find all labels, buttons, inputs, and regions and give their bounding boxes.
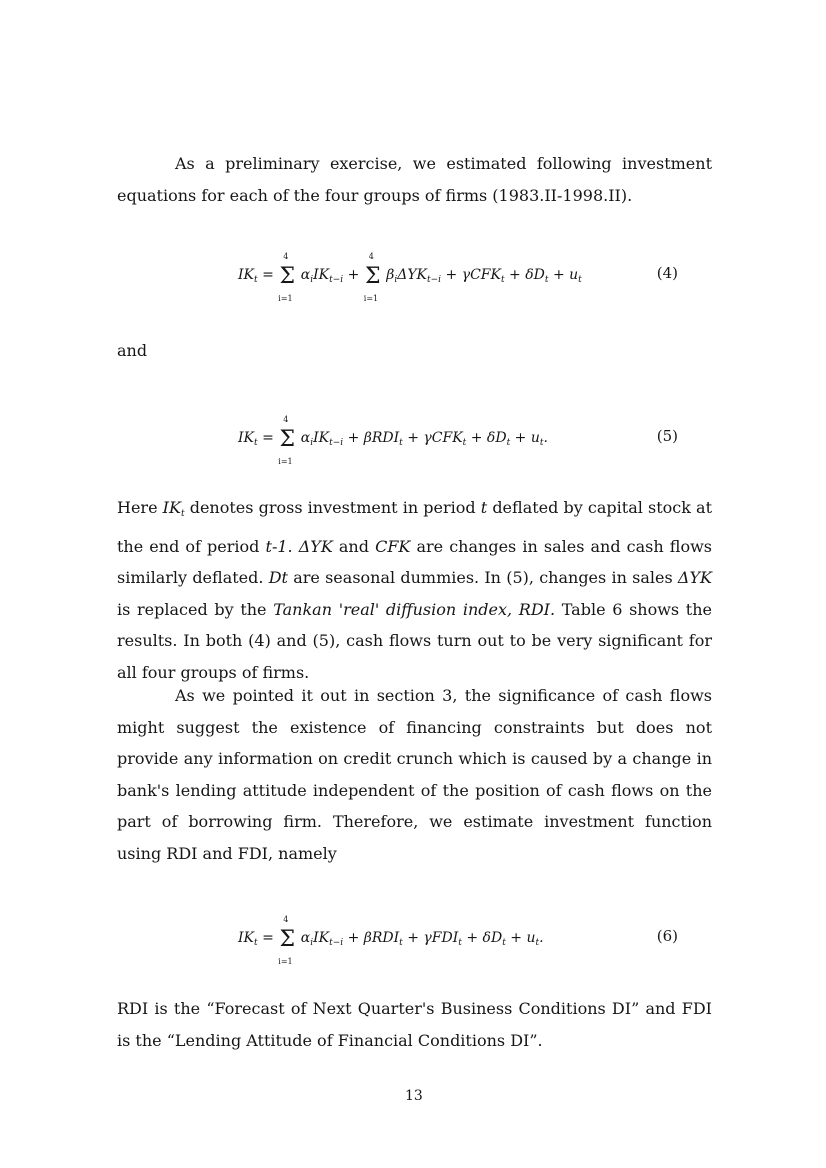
eq6-sum: Σ 4 i=1	[278, 915, 296, 966]
eq5-u: + u	[514, 430, 540, 446]
p2-text-f: are changes in sales and cash flows similarly deflated.	[117, 536, 713, 587]
equation-4	[238, 242, 678, 302]
eq6-period: .	[539, 930, 544, 946]
eq4-sum1-upper: 4	[283, 252, 289, 261]
eq6-sum-upper: 4	[283, 915, 289, 924]
eq4-cfk: + γCFK	[445, 267, 501, 283]
eq6-ik-lag-sub: t−i	[329, 938, 344, 948]
eq6-d-sub: t	[502, 938, 506, 948]
eq6-fdi: + γFDI	[407, 930, 459, 946]
eq5-u-sub: t	[539, 438, 544, 448]
eq4-d-sub: t	[544, 275, 549, 285]
eq5-sum-upper: 4	[283, 415, 289, 424]
p2-text-g: are seasonal dummies. In (5), changes in sales	[287, 568, 678, 587]
eq4-ik-lag-sub: t−i	[329, 275, 344, 285]
eq5-d: + δD	[470, 430, 507, 446]
eq4-alpha: α	[300, 267, 311, 283]
eq6-u: + u	[510, 930, 536, 946]
eq6-sum-lower: i=1	[278, 957, 293, 966]
eq4-u: + u	[552, 267, 579, 283]
eq4-ik-lag: IK	[313, 267, 330, 283]
eq4-sum-2: Σ 4 i=1	[363, 252, 381, 303]
eq5-period: .	[543, 430, 548, 446]
equation-number-4: (4)	[656, 264, 678, 282]
eq6-ik-lag: IK	[313, 930, 330, 946]
eq4-sum2-upper: 4	[368, 252, 374, 261]
eq6-fdi-sub: t	[458, 938, 462, 948]
eq4-lhs: IK	[238, 267, 254, 283]
eq5-alpha: α	[300, 430, 311, 446]
p2-text-d: .	[287, 536, 299, 556]
p2-text-b: denotes gross investment in period	[184, 498, 481, 517]
eq4-sum2-lower: i=1	[363, 294, 379, 303]
eq4-sum-1: Σ 4 i=1	[278, 252, 296, 303]
p2-dt: Dt	[268, 568, 288, 587]
eq4-d: + δD	[509, 267, 545, 283]
p2-text-a: Here	[117, 498, 163, 517]
eq5-sum-lower: i=1	[278, 457, 293, 466]
eq6-alpha-sub: i	[310, 938, 314, 948]
eq6-lhs-sub: t	[254, 938, 258, 948]
eq5-lhs-sub: t	[254, 438, 258, 448]
p2-t: t	[480, 498, 488, 517]
p2-tankan-index: Tankan 'real' diffusion index, RDI.	[273, 599, 556, 619]
p2-text-h: is replaced by the	[117, 599, 274, 619]
p2-dyk-2: ΔYK	[677, 568, 712, 587]
p2-t-minus-1: t-1	[265, 536, 288, 556]
eq5-alpha-sub: i	[310, 438, 314, 448]
eq4-sum1-lower: i=1	[278, 294, 293, 303]
eq5-cfk-sub: t	[462, 438, 467, 448]
eq4-beta: β	[386, 267, 395, 283]
equation-6	[238, 905, 678, 965]
eq4-lhs-sub: t	[254, 275, 258, 285]
p2-dyk: ΔYK	[298, 536, 333, 556]
eq4-alpha-sub: i	[310, 275, 314, 285]
eq5-equals: =	[262, 430, 274, 446]
eq6-rdi-sub: t	[399, 938, 403, 948]
p2-text-i: Table 6 shows the results. In both (4) and (5), cash flows turn out to be very significant for all four groups of firms.	[117, 599, 713, 682]
eq4-dyk: ΔYK	[397, 267, 428, 283]
equation-number-6: (6)	[656, 927, 678, 945]
page-number: 13	[405, 1088, 423, 1104]
equation-5	[238, 405, 678, 465]
connector-and: and	[117, 341, 148, 360]
p2-ik: IK	[162, 498, 181, 517]
equation-number-5: (5)	[656, 427, 678, 445]
eq5-rdi: + βRDI	[347, 430, 400, 446]
eq6-equals: =	[262, 930, 274, 946]
eq5-ik-lag-sub: t−i	[329, 438, 344, 448]
paragraph-intro: As a preliminary exercise, we estimated following investment equations for each of the four groups of firms (1983.II-1998.II).	[117, 154, 712, 205]
eq4-plus: +	[347, 267, 360, 283]
eq6-u-sub: t	[535, 938, 540, 948]
paragraph-definitions	[117, 492, 712, 688]
eq4-cfk-sub: t	[500, 275, 505, 285]
eq5-sum: Σ 4 i=1	[278, 415, 296, 466]
eq4-u-sub: t	[578, 275, 582, 285]
eq6-lhs: IK	[238, 930, 254, 946]
eq4-dyk-sub: t−i	[427, 275, 442, 285]
p2-text-e: and	[332, 536, 376, 556]
eq4-equals: =	[262, 267, 274, 283]
paragraph-credit-crunch: As we pointed it out in section 3, the significance of cash flows might suggest the existence of financing constraints but does not provide any information on credit crunch which is caused by a change in bank's lending attitude independent of the position of cash flows on the part of borrowing firm. Therefore, we estimate investment function using RDI and FDI, namely	[117, 686, 712, 863]
p2-text-c: deflated by capital stock at the end of period	[117, 498, 712, 556]
eq5-cfk: + γCFK	[407, 430, 463, 446]
eq5-rdi-sub: t	[399, 438, 403, 448]
eq6-alpha: α	[300, 930, 311, 946]
p2-cfk: CFK	[375, 536, 411, 556]
p2-ik-sub: t	[180, 509, 185, 519]
eq6-rdi: + βRDI	[347, 930, 400, 946]
eq4-beta-sub: i	[394, 275, 398, 285]
paragraph-rdi-fdi: RDI is the “Forecast of Next Quarter's Business Conditions DI” and FDI is the “Lending Attitude of Financial Conditions DI”.	[117, 999, 712, 1050]
eq5-lhs: IK	[238, 430, 254, 446]
eq6-d: + δD	[466, 930, 503, 946]
eq5-ik-lag: IK	[313, 430, 330, 446]
eq5-d-sub: t	[506, 438, 511, 448]
